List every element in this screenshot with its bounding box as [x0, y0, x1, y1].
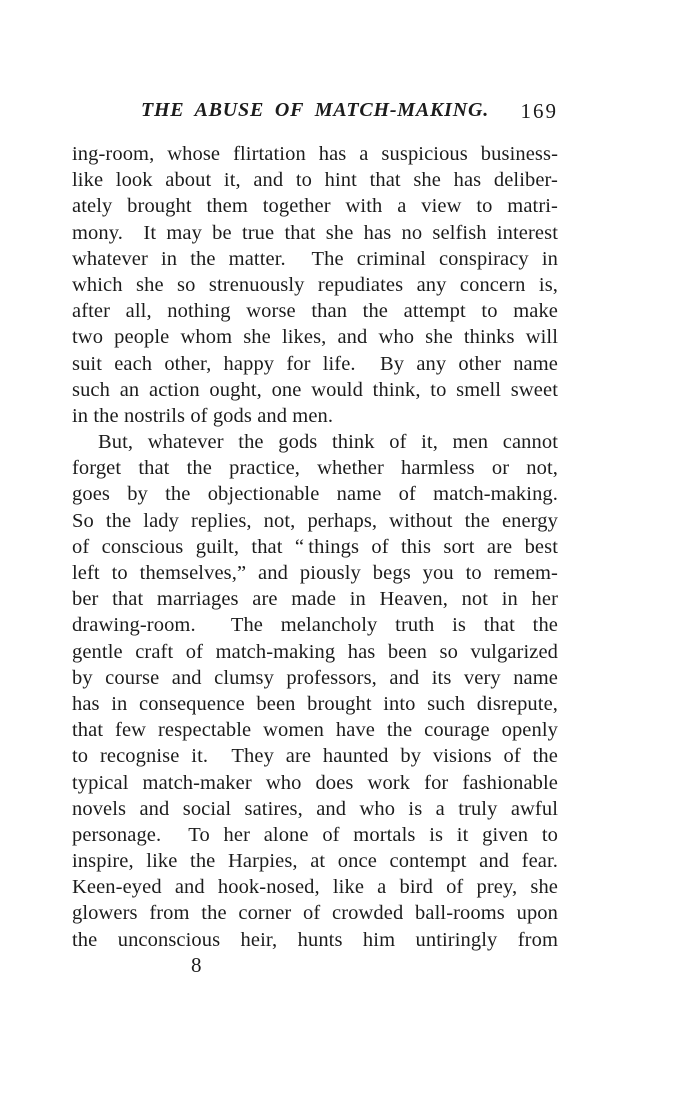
text-line: inspire, like the Harpies, at once contempt and fear.	[72, 850, 558, 873]
text-line: But, whatever the gods think of it, men cannot	[98, 431, 558, 454]
text-line: left to themselves,” and piously begs you to remem-	[72, 562, 558, 584]
text-line: two people whom she likes, and who she thinks will	[72, 326, 558, 349]
text-line: mony. It may be true that she has no selfish interest	[72, 221, 558, 244]
text-line: like look about it, and to hint that she has deliber-	[72, 169, 558, 192]
text-line: which she so strenuously repudiates any concern is,	[72, 273, 558, 296]
text-line: has in consequence been brought into such disrepute,	[72, 692, 558, 715]
text-line: of conscious guilt, that “ things of this sort are best	[72, 535, 558, 558]
text-line: drawing-room. The melancholy truth is that the	[72, 614, 558, 637]
text-line: gentle craft of match-making has been so vulgarized	[72, 640, 558, 663]
text-line: the unconscious heir, hunts him untiringly from	[72, 928, 558, 951]
text-line: whatever in the matter. The criminal conspiracy in	[72, 247, 558, 270]
running-header	[72, 99, 558, 125]
text-line: personage. To her alone of mortals is it given to	[72, 823, 558, 846]
text-line: glowers from the corner of crowded ball-rooms upon	[72, 902, 558, 925]
text-line: forget that the practice, whether harmless or not,	[72, 457, 558, 480]
text-line: typical match-maker who does work for fashionable	[72, 771, 558, 794]
text-line: ately brought them together with a view to matri-	[72, 195, 558, 218]
text-line: after all, nothing worse than the attempt to make	[72, 300, 558, 323]
text-line: in the nostrils of gods and men.	[72, 404, 334, 427]
text-line: ber that marriages are made in Heaven, not in her	[72, 588, 558, 611]
page-number: 169	[520, 99, 558, 123]
text-line: novels and social satires, and who is a truly awful	[72, 797, 558, 820]
text-line: by course and clumsy professors, and its very name	[72, 666, 558, 689]
header-title: THE ABUSE OF MATCH-MAKING.	[140, 99, 490, 121]
text-line: such an action ought, one would think, to smell sweet	[72, 378, 558, 401]
text-line: So the lady replies, not, perhaps, without the energy	[72, 509, 558, 532]
text-line: suit each other, happy for life. By any other name	[72, 352, 558, 375]
text-line: Keen-eyed and hook-nosed, like a bird of prey, she	[72, 876, 558, 899]
signature-mark: 8	[191, 953, 202, 977]
text-line: that few respectable women have the courage openly	[72, 719, 558, 742]
text-line: to recognise it. They are haunted by visions of the	[72, 745, 558, 768]
text-line: goes by the objectionable name of match-making.	[72, 483, 558, 506]
page-body	[72, 141, 558, 953]
text-line: ing-room, whose flirtation has a suspicious business-	[72, 143, 558, 165]
